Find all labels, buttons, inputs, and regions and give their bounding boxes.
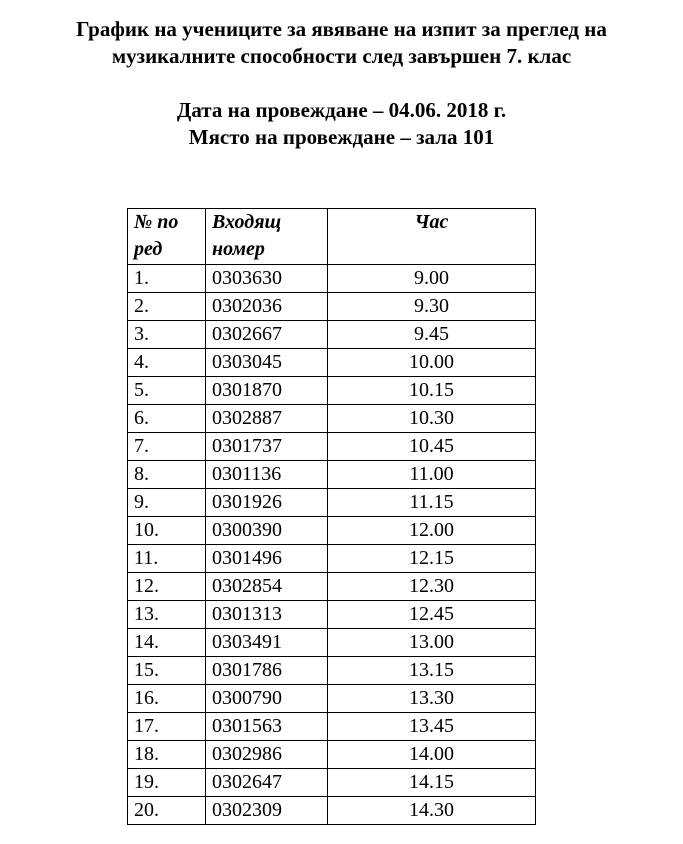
row-number: 2. — [128, 293, 206, 321]
exam-time: 14.30 — [328, 797, 536, 825]
exam-time: 11.00 — [328, 461, 536, 489]
document-title-line-1: График на учениците за явяване на изпит за преглед на — [76, 17, 607, 41]
row-number: 17. — [128, 713, 206, 741]
row-number: 18. — [128, 741, 206, 769]
entry-number: 0302667 — [206, 321, 328, 349]
row-number: 3. — [128, 321, 206, 349]
row-number: 14. — [128, 629, 206, 657]
header-time: Час — [328, 209, 536, 265]
entry-number: 0302036 — [206, 293, 328, 321]
row-number: 12. — [128, 573, 206, 601]
table-row — [128, 545, 536, 573]
table-body — [128, 265, 536, 825]
exam-time: 11.15 — [328, 489, 536, 517]
entry-number: 0303491 — [206, 629, 328, 657]
table-row — [128, 265, 536, 293]
exam-time: 12.45 — [328, 601, 536, 629]
exam-time: 12.00 — [328, 517, 536, 545]
exam-time: 10.00 — [328, 349, 536, 377]
row-number: 6. — [128, 405, 206, 433]
exam-time: 13.15 — [328, 657, 536, 685]
entry-number: 0302309 — [206, 797, 328, 825]
row-number: 4. — [128, 349, 206, 377]
row-number: 20. — [128, 797, 206, 825]
table-row — [128, 769, 536, 797]
table-row — [128, 405, 536, 433]
row-number: 8. — [128, 461, 206, 489]
table-row — [128, 461, 536, 489]
entry-number: 0302854 — [206, 573, 328, 601]
exam-time: 10.45 — [328, 433, 536, 461]
table-row — [128, 629, 536, 657]
table-row — [128, 349, 536, 377]
row-number: 13. — [128, 601, 206, 629]
entry-number: 0301870 — [206, 377, 328, 405]
header-entry-number: Входящ номер — [206, 209, 328, 265]
exam-time: 9.30 — [328, 293, 536, 321]
row-number: 1. — [128, 265, 206, 293]
exam-time: 12.15 — [328, 545, 536, 573]
table-row — [128, 685, 536, 713]
exam-place: Място на провеждане – зала 101 — [188, 125, 495, 149]
exam-time: 14.00 — [328, 741, 536, 769]
table-row — [128, 741, 536, 769]
row-number: 10. — [128, 517, 206, 545]
entry-number: 0301563 — [206, 713, 328, 741]
table-row — [128, 657, 536, 685]
exam-time: 14.15 — [328, 769, 536, 797]
table-row — [128, 713, 536, 741]
exam-time: 9.45 — [328, 321, 536, 349]
entry-number: 0301926 — [206, 489, 328, 517]
header-number: № по ред — [128, 209, 206, 265]
exam-time: 13.00 — [328, 629, 536, 657]
entry-number: 0301496 — [206, 545, 328, 573]
row-number: 16. — [128, 685, 206, 713]
exam-time: 10.30 — [328, 405, 536, 433]
row-number: 19. — [128, 769, 206, 797]
table-row — [128, 797, 536, 825]
table-row — [128, 293, 536, 321]
entry-number: 0302887 — [206, 405, 328, 433]
schedule-table — [127, 208, 536, 825]
exam-time: 13.30 — [328, 685, 536, 713]
row-number: 15. — [128, 657, 206, 685]
table-row — [128, 517, 536, 545]
document-title-line-2: музикалните способности след завършен 7. клас — [111, 44, 572, 68]
exam-time: 9.00 — [328, 265, 536, 293]
entry-number: 0300790 — [206, 685, 328, 713]
table-row — [128, 433, 536, 461]
table-row — [128, 573, 536, 601]
exam-time: 12.30 — [328, 573, 536, 601]
row-number: 7. — [128, 433, 206, 461]
exam-date: Дата на провеждане – 04.06. 2018 г. — [176, 98, 507, 122]
entry-number: 0302647 — [206, 769, 328, 797]
row-number: 11. — [128, 545, 206, 573]
row-number: 5. — [128, 377, 206, 405]
entry-number: 0301786 — [206, 657, 328, 685]
table-row — [128, 601, 536, 629]
entry-number: 0301737 — [206, 433, 328, 461]
entry-number: 0303045 — [206, 349, 328, 377]
header-row — [128, 209, 536, 265]
exam-time: 10.15 — [328, 377, 536, 405]
table-header — [128, 209, 536, 265]
table-row — [128, 489, 536, 517]
row-number: 9. — [128, 489, 206, 517]
table-row — [128, 377, 536, 405]
entry-number: 0301313 — [206, 601, 328, 629]
table-row — [128, 321, 536, 349]
exam-time: 13.45 — [328, 713, 536, 741]
entry-number: 0302986 — [206, 741, 328, 769]
entry-number: 0300390 — [206, 517, 328, 545]
entry-number: 0303630 — [206, 265, 328, 293]
entry-number: 0301136 — [206, 461, 328, 489]
